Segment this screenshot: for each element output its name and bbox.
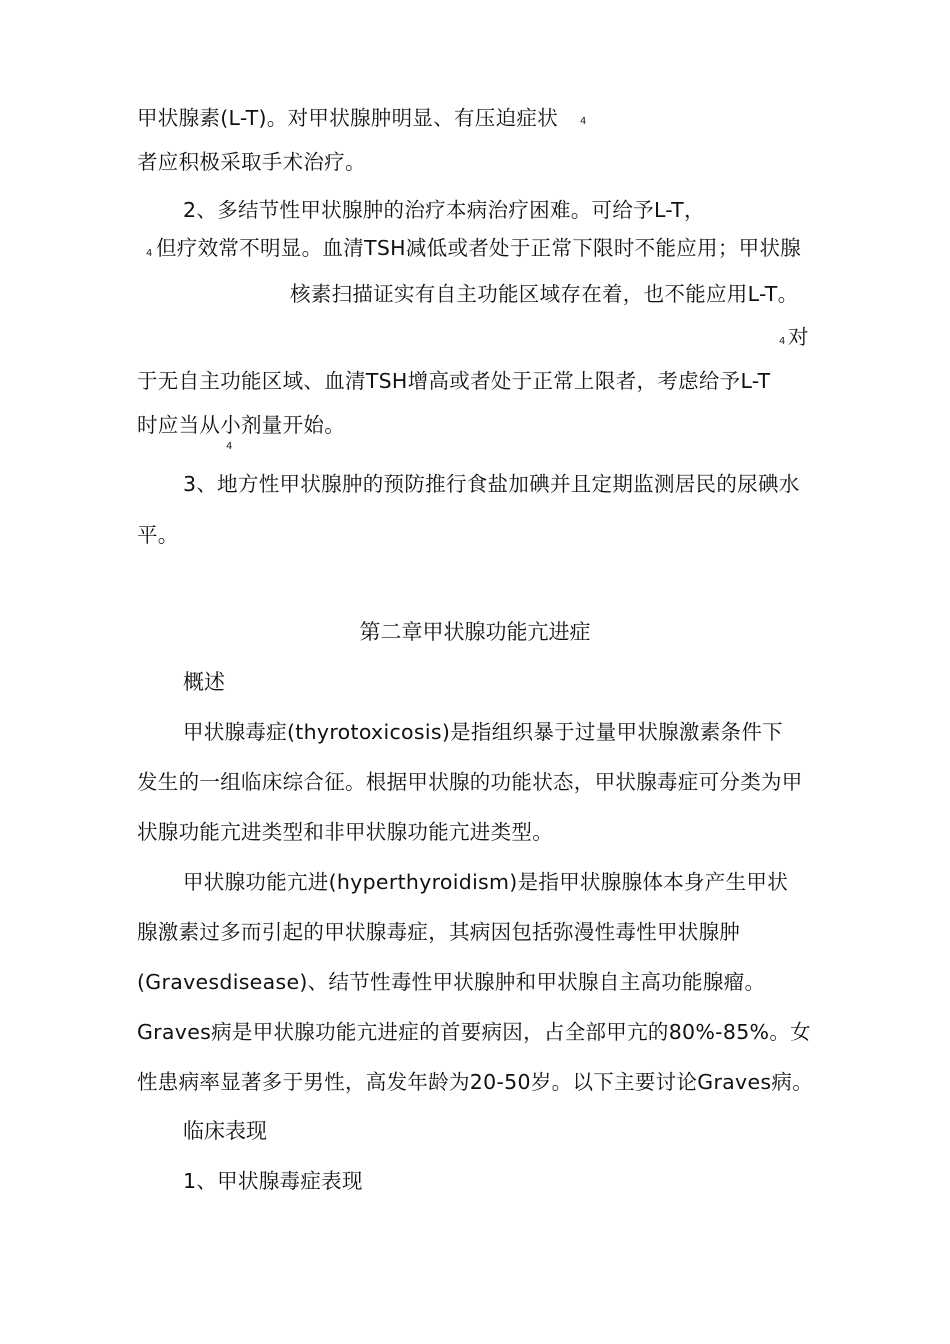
p5-line3: (Gravesdisease)、结节性毒性甲状腺肿和甲状腺自主高功能腺瘤。 — [137, 970, 766, 994]
p2-line5: 于无自主功能区域、血清TSH增高或者处于正常上限者，考虑给予L-T — [137, 369, 771, 393]
p1-line2: 者应积极采取手术治疗。 — [137, 150, 366, 174]
overview-heading: 概述 — [183, 670, 225, 694]
p2-subscript-a: 4 — [146, 248, 153, 259]
chapter-title: 第二章甲状腺功能亢进症 — [359, 620, 591, 644]
clinical-heading: 临床表现 — [183, 1119, 267, 1143]
item-1: 1、甲状腺毒症表现 — [183, 1169, 363, 1193]
p3-line2: 平。 — [137, 523, 179, 547]
p4-line1: 甲状腺毒症(thyrotoxicosis)是指组织暴于过量甲状腺激素条件下 — [183, 720, 783, 744]
p2-subscript-c: 4 — [226, 441, 233, 452]
p5-line1: 甲状腺功能亢进(hyperthyroidism)是指甲状腺腺体本身产生甲状 — [183, 870, 789, 894]
p5-line4: Graves病是甲状腺功能亢进症的首要病因，占全部甲亢的80%-85%。女 — [137, 1020, 811, 1044]
p4-line3: 状腺功能亢进类型和非甲状腺功能亢进类型。 — [137, 820, 553, 844]
p3-line1: 3、地方性甲状腺肿的预防推行食盐加碘并且定期监测居民的尿碘水 — [183, 472, 800, 496]
p2-line4: 对 — [788, 325, 809, 349]
p5-line2: 腺激素过多而引起的甲状腺毒症，其病因包括弥漫性毒性甲状腺肿 — [137, 920, 741, 944]
p1-subscript: 4 — [580, 116, 587, 127]
p2-line6: 时应当从小剂量开始。 — [137, 413, 345, 437]
p2-line1: 2、多结节性甲状腺肿的治疗本病治疗困难。可给予L-T， — [183, 198, 705, 222]
p4-line2: 发生的一组临床综合征。根据甲状腺的功能状态，甲状腺毒症可分类为甲 — [137, 770, 803, 794]
p1-line1: 甲状腺素(L-T)。对甲状腺肿明显、有压迫症状 — [137, 106, 558, 130]
p2-line3: 核素扫描证实有自主功能区域存在着，也不能应用L-T。 — [290, 282, 799, 306]
p5-line5: 性患病率显著多于男性，高发年龄为20-50岁。以下主要讨论Graves病。 — [137, 1070, 813, 1094]
p2-subscript-b: 4 — [779, 336, 786, 347]
p2-line2: 但疗效常不明显。血清TSH减低或者处于正常下限时不能应用；甲状腺 — [156, 236, 802, 260]
